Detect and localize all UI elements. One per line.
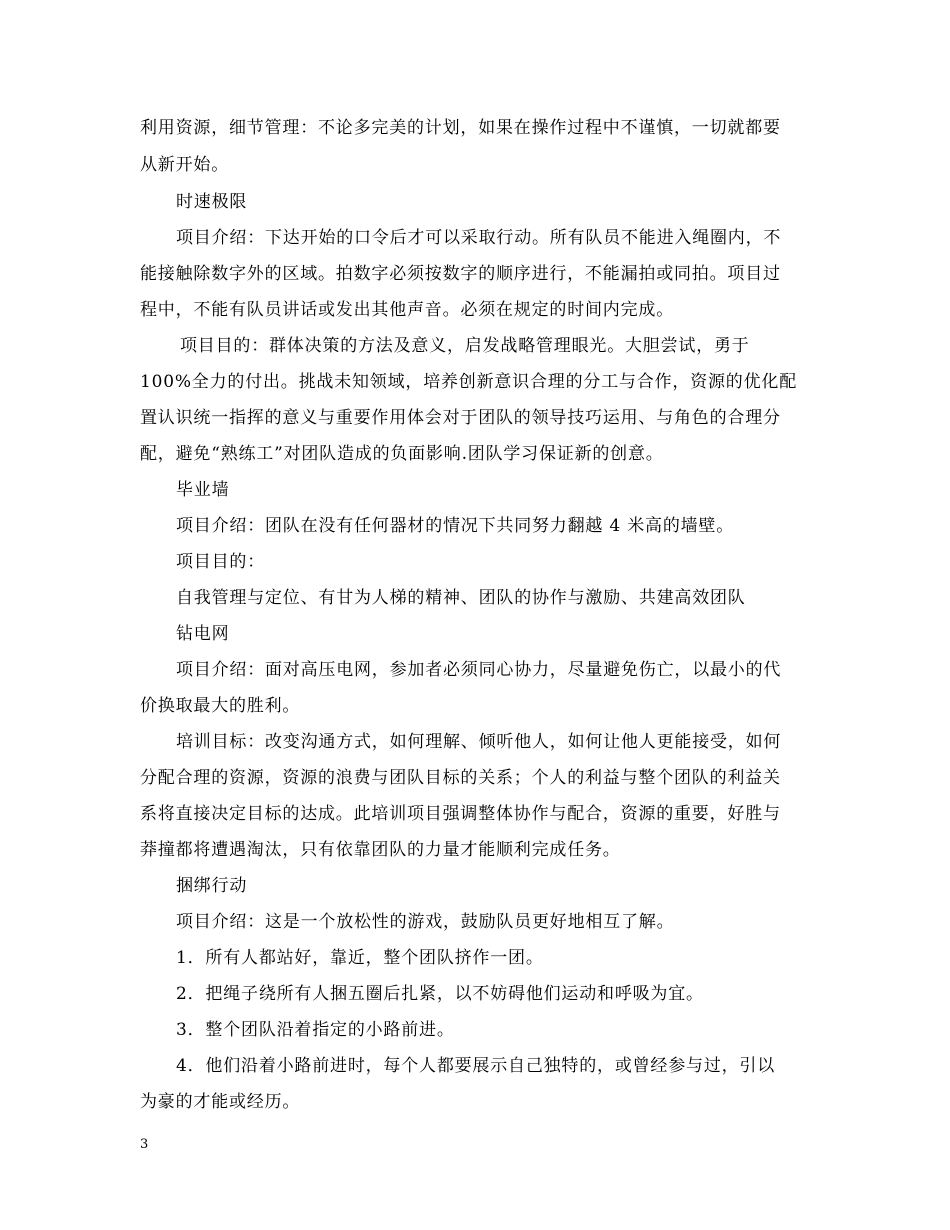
text-line: 项目介绍：这是一个放松性的游戏，鼓励队员更好地相互了解。 [176, 912, 675, 932]
text-line: 项目介绍：下达开始的口令后才可以采取行动。所有队员不能进入绳圈内，不 [176, 228, 782, 248]
text-line: 置认识统一指挥的意义与重要作用体会对于团队的领导技巧运用、与角色的合理分 [140, 408, 781, 428]
text-line: 配，避免“熟练工”对团队造成的负面影响.团队学习保证新的创意。 [140, 444, 664, 464]
text-line: 培训目标：改变沟通方式，如何理解、倾听他人，如何让他人更能接受，如何 [176, 732, 782, 752]
text-line: 程中，不能有队员讲话或发出其他声音。必须在规定的时间内完成。 [140, 300, 674, 320]
text-line: 自我管理与定位、有甘为人梯的精神、团队的协作与激励、共建高效团队 [176, 588, 746, 608]
text-line: 项目介绍：团队在没有任何器材的情况下共同努力翻越 4 米高的墙壁。 [176, 516, 735, 536]
text-line: 100%全力的付出。挑战未知领域，培养创新意识合理的分工与合作，资源的优化配 [140, 372, 797, 392]
list-item: 1．所有人都站好，靠近，整个团队挤作一团。 [176, 948, 544, 968]
text-line: 利用资源，细节管理：不论多完美的计划，如果在操作过程中不谨慎，一切就都要 [140, 118, 781, 138]
section-heading: 毕业墙 [176, 480, 230, 500]
text-line: 莽撞都将遭遇淘汰，只有依靠团队的力量才能顺利完成任务。 [140, 840, 621, 860]
page-number: 3 [140, 1137, 149, 1152]
text-line: 项目目的：群体决策的方法及意义，启发战略管理眼光。大胆尝试，勇于 [180, 336, 750, 356]
text-line: 系将直接决定目标的达成。此培训项目强调整体协作与配合，资源的重要，好胜与 [140, 804, 781, 824]
text-line: 为豪的才能或经历。 [140, 1092, 301, 1112]
text-line: 项目目的： [176, 552, 265, 572]
list-item: 2．把绳子绕所有人捆五圈后扎紧，以不妨碍他们运动和呼吸为宜。 [176, 984, 704, 1004]
text-line: 项目介绍：面对高压电网，参加者必须同心协力，尽量避免伤亡，以最小的代 [176, 660, 782, 680]
list-item: 3．整个团队沿着指定的小路前进。 [176, 1020, 455, 1040]
text-line: 能接触除数字外的区域。拍数字必须按数字的顺序进行，不能漏拍或同拍。项目过 [140, 264, 781, 284]
section-heading: 时速极限 [176, 192, 248, 212]
text-line: 分配合理的资源，资源的浪费与团队目标的关系；个人的利益与整个团队的利益关 [140, 768, 781, 788]
section-heading: 捆绑行动 [176, 876, 248, 896]
text-line: 价换取最大的胜利。 [140, 696, 301, 716]
section-heading: 钻电网 [176, 624, 230, 644]
text-line: 从新开始。 [140, 155, 229, 175]
list-item: 4．他们沿着小路前进时，每个人都要展示自己独特的，或曾经参与过，引以 [176, 1056, 776, 1076]
